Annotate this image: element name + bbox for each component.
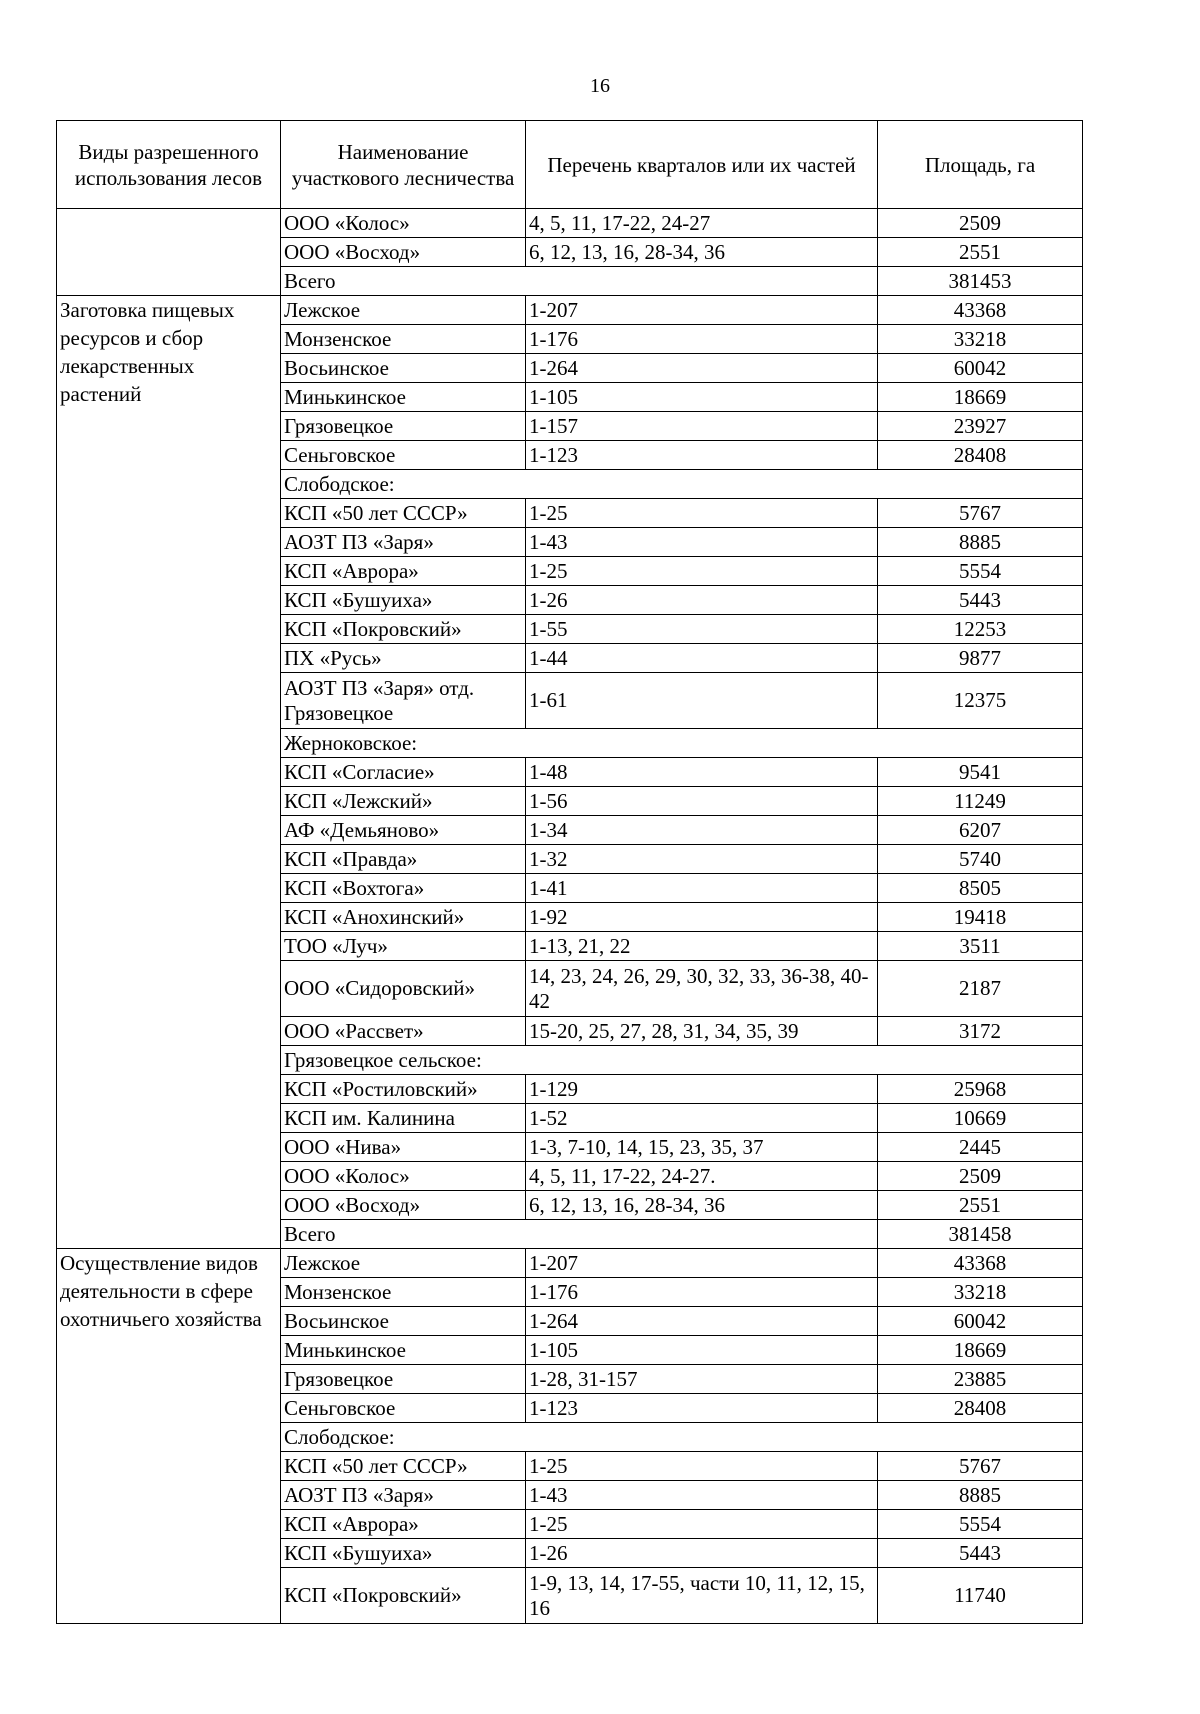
table-row	[57, 209, 1083, 238]
quarters-cell: 1-92	[526, 903, 878, 932]
subheader-cell: Грязовецкое сельское:	[281, 1046, 1083, 1075]
forestry-cell: ООО «Колос»	[281, 209, 526, 238]
area-cell: 3172	[878, 1017, 1083, 1046]
quarters-cell: 1-34	[526, 816, 878, 845]
quarters-cell: 1-264	[526, 354, 878, 383]
total-label-cell: Всего	[281, 267, 878, 296]
area-cell: 2551	[878, 1191, 1083, 1220]
area-cell: 381458	[878, 1220, 1083, 1249]
forestry-cell: ООО «Восход»	[281, 238, 526, 267]
forestry-cell: АОЗТ ПЗ «Заря»	[281, 528, 526, 557]
forestry-cell: КСП «Покровский»	[281, 1568, 526, 1624]
area-cell: 3511	[878, 932, 1083, 961]
area-cell: 28408	[878, 441, 1083, 470]
forestry-cell: КСП «Бушуиха»	[281, 1539, 526, 1568]
quarters-cell: 1-26	[526, 586, 878, 615]
quarters-cell: 1-61	[526, 673, 878, 729]
area-cell: 23927	[878, 412, 1083, 441]
quarters-cell: 1-3, 7-10, 14, 15, 23, 35, 37	[526, 1133, 878, 1162]
forestry-cell: Грязовецкое	[281, 412, 526, 441]
forestry-cell: Минькинское	[281, 1336, 526, 1365]
total-label-cell: Всего	[281, 1220, 878, 1249]
forestry-cell: ООО «Нива»	[281, 1133, 526, 1162]
quarters-cell: 1-56	[526, 787, 878, 816]
forestry-cell: КСП «Ростиловский»	[281, 1075, 526, 1104]
quarters-cell: 6, 12, 13, 16, 28-34, 36	[526, 238, 878, 267]
forestry-cell: КСП им. Калинина	[281, 1104, 526, 1133]
forestry-cell: ООО «Колос»	[281, 1162, 526, 1191]
area-cell: 2445	[878, 1133, 1083, 1162]
forestry-cell: Сеньговское	[281, 441, 526, 470]
area-cell: 5443	[878, 1539, 1083, 1568]
forestry-cell: Монзенское	[281, 1278, 526, 1307]
quarters-cell: 1-13, 21, 22	[526, 932, 878, 961]
area-cell: 12253	[878, 615, 1083, 644]
quarters-cell: 1-25	[526, 499, 878, 528]
subheader-cell: Слободское:	[281, 470, 1083, 499]
forestry-cell: Восьинское	[281, 354, 526, 383]
forestry-cell: Грязовецкое	[281, 1365, 526, 1394]
area-cell: 43368	[878, 1249, 1083, 1278]
quarters-cell: 1-48	[526, 758, 878, 787]
area-cell: 11249	[878, 787, 1083, 816]
area-cell: 2551	[878, 238, 1083, 267]
forestry-cell: АОЗТ ПЗ «Заря» отд. Грязовецкое	[281, 673, 526, 729]
forestry-cell: ТОО «Луч»	[281, 932, 526, 961]
area-cell: 8885	[878, 1481, 1083, 1510]
quarters-cell: 1-26	[526, 1539, 878, 1568]
quarters-cell: 1-176	[526, 1278, 878, 1307]
forestry-cell: КСП «50 лет СССР»	[281, 1452, 526, 1481]
area-cell: 5767	[878, 499, 1083, 528]
quarters-cell: 4, 5, 11, 17-22, 24-27	[526, 209, 878, 238]
quarters-cell: 15-20, 25, 27, 28, 31, 34, 35, 39	[526, 1017, 878, 1046]
quarters-cell: 1-207	[526, 296, 878, 325]
table-body	[57, 209, 1083, 1624]
quarters-cell: 1-43	[526, 528, 878, 557]
quarters-cell: 6, 12, 13, 16, 28-34, 36	[526, 1191, 878, 1220]
area-cell: 9877	[878, 644, 1083, 673]
area-cell: 60042	[878, 1307, 1083, 1336]
area-cell: 33218	[878, 325, 1083, 354]
quarters-cell: 1-25	[526, 1452, 878, 1481]
forestry-cell: КСП «Покровский»	[281, 615, 526, 644]
forestry-cell: ООО «Сидоровский»	[281, 961, 526, 1017]
quarters-cell: 1-264	[526, 1307, 878, 1336]
area-cell: 19418	[878, 903, 1083, 932]
use-type-cell: Заготовка пищевых ресурсов и сбор лекарственных растений	[57, 296, 281, 1249]
area-cell: 6207	[878, 816, 1083, 845]
header-area: Площадь, га	[878, 121, 1083, 209]
table-row	[57, 1249, 1083, 1278]
quarters-cell: 1-43	[526, 1481, 878, 1510]
quarters-cell: 1-25	[526, 1510, 878, 1539]
area-cell: 8885	[878, 528, 1083, 557]
forestry-cell: Минькинское	[281, 383, 526, 412]
area-cell: 18669	[878, 1336, 1083, 1365]
forestry-cell: Лежское	[281, 296, 526, 325]
forestry-cell: Монзенское	[281, 325, 526, 354]
use-type-cell: Осуществление видов деятельности в сфере охотничьего хозяйства	[57, 1249, 281, 1624]
area-cell: 12375	[878, 673, 1083, 729]
area-cell: 5554	[878, 557, 1083, 586]
forestry-cell: ООО «Рассвет»	[281, 1017, 526, 1046]
area-cell: 5443	[878, 586, 1083, 615]
forestry-cell: КСП «Лежский»	[281, 787, 526, 816]
area-cell: 381453	[878, 267, 1083, 296]
forestry-cell: АОЗТ ПЗ «Заря»	[281, 1481, 526, 1510]
page-number: 16	[590, 75, 610, 97]
quarters-cell: 1-105	[526, 383, 878, 412]
header-forestry: Наименование участкового лесничества	[281, 121, 526, 209]
area-cell: 5554	[878, 1510, 1083, 1539]
table-row	[57, 296, 1083, 325]
forestry-cell: АФ «Демьяново»	[281, 816, 526, 845]
area-cell: 33218	[878, 1278, 1083, 1307]
subheader-cell: Слободское:	[281, 1423, 1083, 1452]
forest-use-table	[56, 120, 1083, 1624]
forestry-cell: КСП «50 лет СССР»	[281, 499, 526, 528]
forestry-cell: ПХ «Русь»	[281, 644, 526, 673]
quarters-cell: 1-9, 13, 14, 17-55, части 10, 11, 12, 15, 16	[526, 1568, 878, 1624]
use-type-cell	[57, 209, 281, 296]
area-cell: 9541	[878, 758, 1083, 787]
area-cell: 5767	[878, 1452, 1083, 1481]
area-cell: 43368	[878, 296, 1083, 325]
area-cell: 11740	[878, 1568, 1083, 1624]
area-cell: 10669	[878, 1104, 1083, 1133]
quarters-cell: 1-157	[526, 412, 878, 441]
area-cell: 2509	[878, 209, 1083, 238]
area-cell: 5740	[878, 845, 1083, 874]
quarters-cell: 1-32	[526, 845, 878, 874]
forestry-cell: КСП «Аврора»	[281, 1510, 526, 1539]
area-cell: 2509	[878, 1162, 1083, 1191]
area-cell: 60042	[878, 354, 1083, 383]
quarters-cell: 1-207	[526, 1249, 878, 1278]
quarters-cell: 1-25	[526, 557, 878, 586]
header-quarters: Перечень кварталов или их частей	[526, 121, 878, 209]
quarters-cell: 1-123	[526, 441, 878, 470]
forestry-cell: КСП «Вохтога»	[281, 874, 526, 903]
quarters-cell: 1-52	[526, 1104, 878, 1133]
forestry-cell: КСП «Бушуиха»	[281, 586, 526, 615]
forestry-cell: КСП «Согласие»	[281, 758, 526, 787]
forestry-cell: КСП «Аврора»	[281, 557, 526, 586]
header-use-type: Виды разрешенного использования лесов	[57, 121, 281, 209]
forestry-cell: Лежское	[281, 1249, 526, 1278]
area-cell: 23885	[878, 1365, 1083, 1394]
quarters-cell: 1-55	[526, 615, 878, 644]
area-cell: 25968	[878, 1075, 1083, 1104]
quarters-cell: 1-41	[526, 874, 878, 903]
quarters-cell: 1-129	[526, 1075, 878, 1104]
forestry-cell: КСП «Анохинский»	[281, 903, 526, 932]
area-cell: 2187	[878, 961, 1083, 1017]
forestry-cell: Восьинское	[281, 1307, 526, 1336]
quarters-cell: 1-28, 31-157	[526, 1365, 878, 1394]
subheader-cell: Жерноковское:	[281, 729, 1083, 758]
forestry-cell: ООО «Восход»	[281, 1191, 526, 1220]
quarters-cell: 1-105	[526, 1336, 878, 1365]
quarters-cell: 1-176	[526, 325, 878, 354]
quarters-cell: 14, 23, 24, 26, 29, 30, 32, 33, 36-38, 40-42	[526, 961, 878, 1017]
forestry-cell: Сеньговское	[281, 1394, 526, 1423]
area-cell: 18669	[878, 383, 1083, 412]
header-row	[57, 121, 1083, 209]
quarters-cell: 1-123	[526, 1394, 878, 1423]
quarters-cell: 4, 5, 11, 17-22, 24-27.	[526, 1162, 878, 1191]
forestry-cell: КСП «Правда»	[281, 845, 526, 874]
area-cell: 8505	[878, 874, 1083, 903]
area-cell: 28408	[878, 1394, 1083, 1423]
quarters-cell: 1-44	[526, 644, 878, 673]
